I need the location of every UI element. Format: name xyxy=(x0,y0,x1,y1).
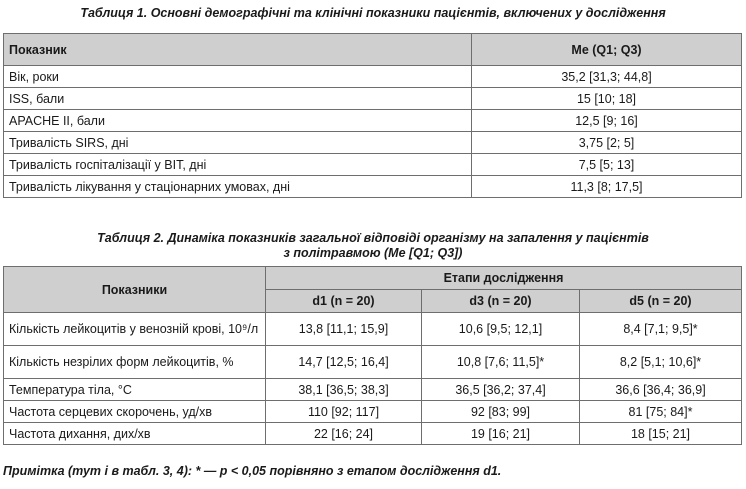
table-cell: 11,3 [8; 17,5] xyxy=(472,176,742,198)
table-cell: APACHE II, бали xyxy=(4,110,472,132)
table2 xyxy=(3,266,742,445)
table-cell: 13,8 [11,1; 15,9] xyxy=(266,313,422,346)
table-cell: Тривалість лікування у стаціонарних умовах, дні xyxy=(4,176,472,198)
table-cell: 8,4 [7,1; 9,5]* xyxy=(580,313,742,346)
table-row xyxy=(4,379,742,401)
table-cell: 38,1 [36,5; 38,3] xyxy=(266,379,422,401)
table-cell: Кількість незрілих форм лейкоцитів, % xyxy=(4,346,266,379)
table-row xyxy=(4,66,742,88)
table-cell: Кількість лейкоцитів у венозній крові, 10⁹/л xyxy=(4,313,266,346)
table-cell: 10,6 [9,5; 12,1] xyxy=(422,313,580,346)
table1 xyxy=(3,33,742,198)
table-row xyxy=(4,401,742,423)
table-cell: 10,8 [7,6; 11,5]* xyxy=(422,346,580,379)
table1-caption: Таблиця 1. Основні демографічні та клінічні показники пацієнтів, включених у дослідження xyxy=(80,6,666,20)
table-cell: 8,2 [5,1; 10,6]* xyxy=(580,346,742,379)
table-row xyxy=(4,154,742,176)
table-cell: Частота серцевих скорочень, уд/хв xyxy=(4,401,266,423)
table-cell: 15 [10; 18] xyxy=(472,88,742,110)
table2-caption xyxy=(0,231,746,261)
table-cell: 14,7 [12,5; 16,4] xyxy=(266,346,422,379)
table-row xyxy=(4,313,742,346)
table-cell: 3,75 [2; 5] xyxy=(472,132,742,154)
table-row xyxy=(4,110,742,132)
table-cell: Тривалість SIRS, дні xyxy=(4,132,472,154)
table-cell: 81 [75; 84]* xyxy=(580,401,742,423)
table-cell: Тривалість госпіталізації у ВІТ, дні xyxy=(4,154,472,176)
table2-header-row xyxy=(4,267,742,290)
table-cell: Вік, роки xyxy=(4,66,472,88)
table2-header-stage-d5: d5 (n = 20) xyxy=(580,290,742,313)
table2-header-stages-group: Етапи дослідження xyxy=(266,267,742,290)
table-cell: 19 [16; 21] xyxy=(422,423,580,445)
table-cell: 18 [15; 21] xyxy=(580,423,742,445)
table-row xyxy=(4,423,742,445)
table1-header-median: Me (Q1; Q3) xyxy=(472,34,742,66)
table-cell: 7,5 [5; 13] xyxy=(472,154,742,176)
table-cell: Температура тіла, °С xyxy=(4,379,266,401)
table2-header-indicators: Показники xyxy=(4,267,266,313)
table-cell: 35,2 [31,3; 44,8] xyxy=(472,66,742,88)
table-row xyxy=(4,88,742,110)
table-cell: 36,6 [36,4; 36,9] xyxy=(580,379,742,401)
table-cell: ISS, бали xyxy=(4,88,472,110)
table-row xyxy=(4,176,742,198)
table-cell: 36,5 [36,2; 37,4] xyxy=(422,379,580,401)
table-row xyxy=(4,132,742,154)
table-row xyxy=(4,346,742,379)
table2-caption-line2: з політравмою (Me [Q1; Q3]) xyxy=(283,246,463,260)
table1-header-indicator: Показник xyxy=(4,34,472,66)
table2-caption-line1: Таблиця 2. Динаміка показників загальної відповіді організму на запалення у пацієнтів xyxy=(97,231,649,245)
table-cell: 92 [83; 99] xyxy=(422,401,580,423)
footnote: Примітка (тут і в табл. 3, 4): * — р < 0,05 порівняно з етапом дослідження d1. xyxy=(3,464,502,478)
table-cell: Частота дихання, дих/хв xyxy=(4,423,266,445)
table1-header-row xyxy=(4,34,742,66)
table-cell: 110 [92; 117] xyxy=(266,401,422,423)
table-cell: 22 [16; 24] xyxy=(266,423,422,445)
table-cell: 12,5 [9; 16] xyxy=(472,110,742,132)
table2-header-stage-d3: d3 (n = 20) xyxy=(422,290,580,313)
table2-header-stage-d1: d1 (n = 20) xyxy=(266,290,422,313)
